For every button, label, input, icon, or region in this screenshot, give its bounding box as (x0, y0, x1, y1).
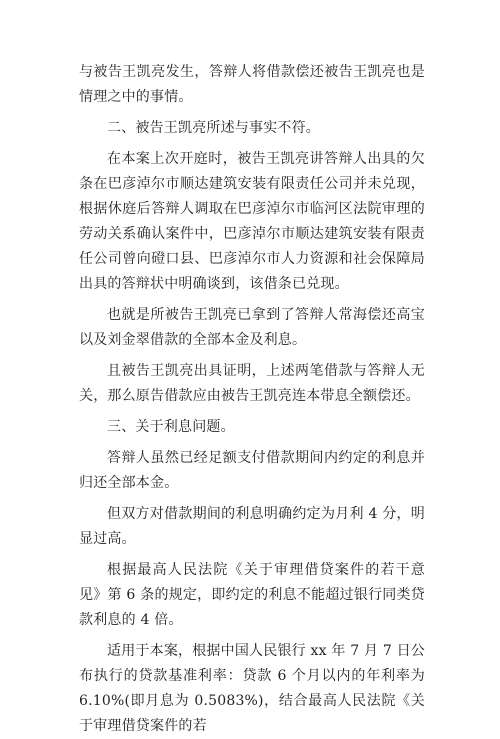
paragraph-repayment-liability: 且被告王凯亮出具证明，上述两笔借款与答辩人无关，那么原告借款应由被告王凯亮连本带息全额偿还。 (79, 363, 425, 404)
paragraph-benchmark-rate: 适用于本案，根据中国人民银行 xx 年 7 月 7 日公布执行的贷款基准利率：贷款 6 个月以内的年利率为 6.10%(即月息为 0.5083%)，结合最高人民法院《关于审理借贷案件的若 (79, 643, 425, 734)
paragraph-principal-received: 也就是所被告王凯亮已拿到了答辩人常海偿还高宝以及刘金翠借款的全部本金及利息。 (79, 307, 425, 348)
section-heading-3: 三、关于利息问题。 (107, 419, 235, 435)
paragraph-interest-rate: 但双方对借款期间的利息明确约定为月利 4 分，明显过高。 (79, 506, 425, 547)
section-heading-2: 二、被告王凯亮所述与事实不符。 (107, 120, 320, 136)
paragraph-legal-basis: 根据最高人民法院《关于审理借贷案件的若干意见》第 6 条的规定，即约定的利息不能超过银行同类贷款利息的 4 倍。 (79, 562, 425, 628)
document-body (79, 60, 425, 739)
paragraph-previous-hearing: 在本案上次开庭时，被告王凯亮讲答辩人出具的欠条在巴彦淖尔市顺达建筑安装有限责任公司并未兑现，根据休庭后答辩人调取在巴彦淖尔市临河区法院审理的劳动关系确认案件中，巴彦淖尔市顺达建筑安装有限责任公司曾向磴口县、巴彦淖尔市人力资源和社会保障局出具的答辩状中明确谈到，该借条已兑现。 (79, 151, 425, 292)
paragraph-interest-paid: 答辩人虽然已经足额支付借款期间内约定的利息并归还全部本金。 (79, 450, 425, 491)
paragraph-continuation: 与被告王凯亮发生，答辩人将借款偿还被告王凯亮也是情理之中的事情。 (79, 64, 425, 105)
